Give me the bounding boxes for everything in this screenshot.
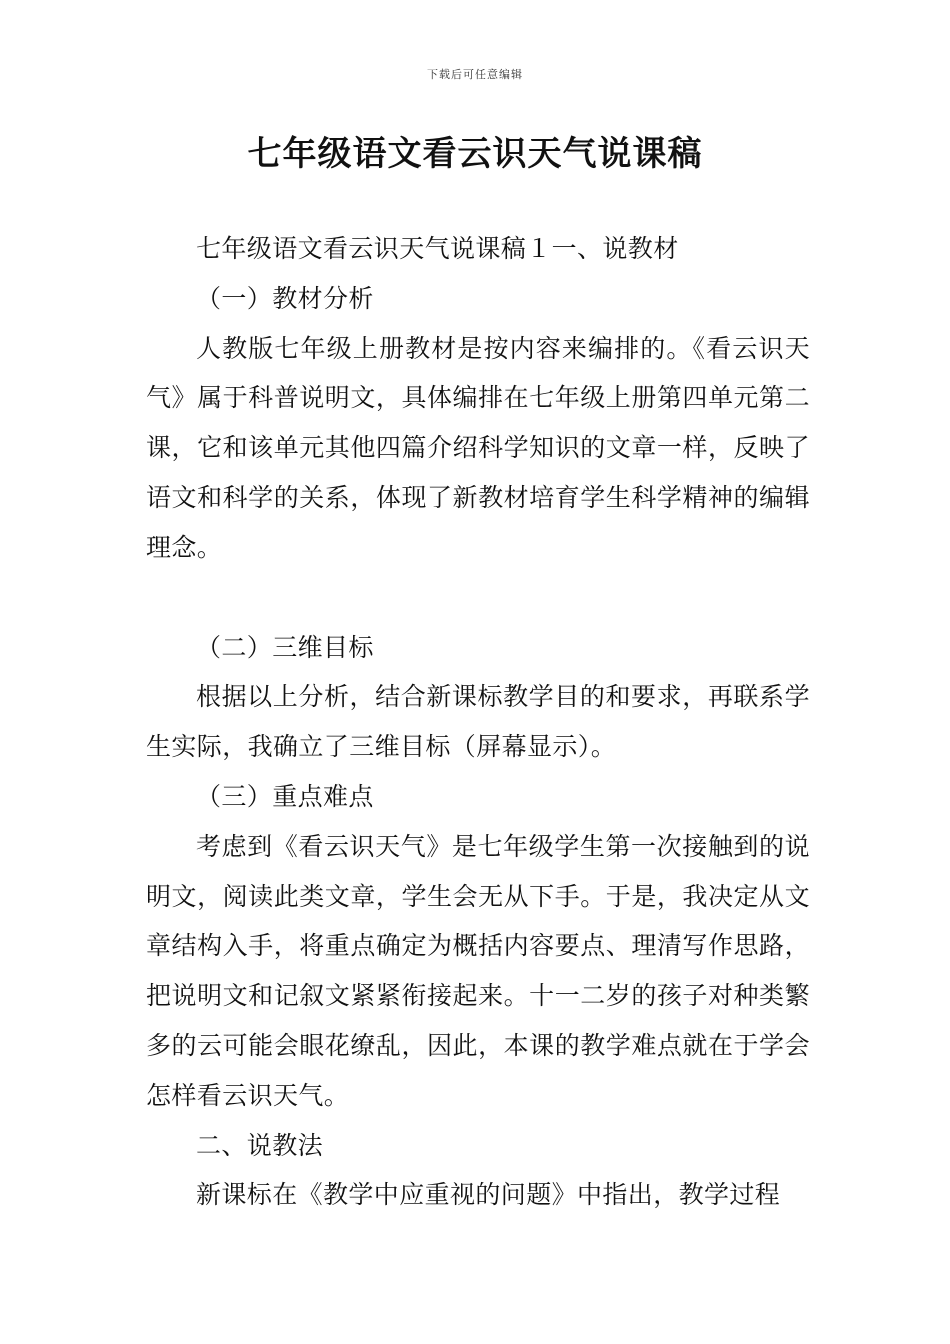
section-heading-key-points: （三）重点难点: [196, 781, 374, 811]
section-heading-teaching-method: 二、说教法: [196, 1130, 324, 1160]
section-heading-three-goals: （二）三维目标: [196, 632, 374, 662]
paragraph-three-goals: 根据以上分析，结合新课标教学目的和要求，再联系学生实际，我确立了三维目标（屏幕显示）。: [146, 682, 810, 762]
paragraph-key-points: 考虑到《看云识天气》是七年级学生第一次接触到的说明文，阅读此类文章，学生会无从下手。于是，我决定从文章结构入手，将重点确定为概括内容要点、理清写作思路，把说明文和记叙文紧紧衔接起来。十一二岁的孩子对种类繁多的云可能会眼花缭乱，因此，本课的教学难点就在于学会怎样看云识天气。: [146, 831, 810, 1110]
intro-line: 七年级语文看云识天气说课稿１一、说教材: [196, 234, 679, 263]
document-title: 七年级语文看云识天气说课稿: [247, 134, 703, 174]
section-heading-textbook-analysis: （一）教材分析: [196, 283, 374, 313]
paragraph-teaching-method: 新课标在《教学中应重视的问题》中指出，教学过程: [196, 1180, 781, 1210]
paragraph-spacer: [146, 573, 810, 623]
paragraph-textbook-analysis: 人教版七年级上册教材是按内容来编排的。《看云识天气》属于科普说明文，具体编排在七年级上册第四单元第二课，它和该单元其他四篇介绍科学知识的文章一样，反映了语文和科学的关系，体现了新教材培育学生科学精神的编辑理念。: [146, 333, 810, 562]
document-body: [146, 224, 810, 1220]
download-note: 下载后可任意编辑: [427, 68, 523, 81]
